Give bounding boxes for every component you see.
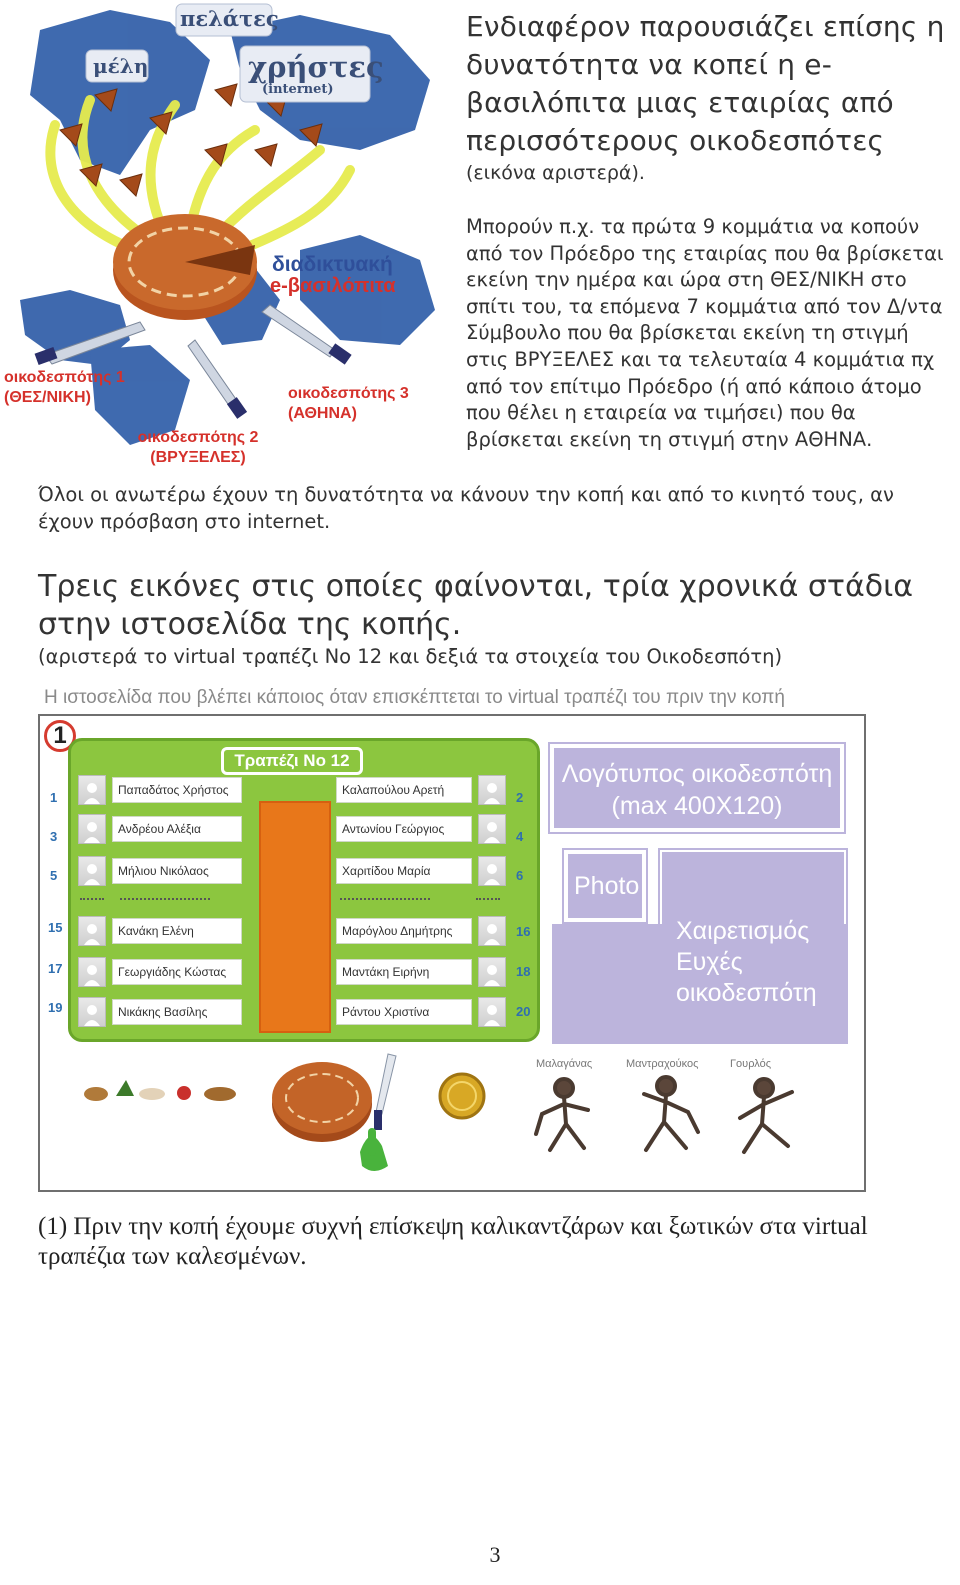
more-seats-dots bbox=[80, 898, 104, 908]
seat-number: 1 bbox=[50, 790, 58, 805]
seat-row[interactable] bbox=[78, 995, 242, 1029]
host-logo-box bbox=[552, 746, 842, 830]
goblin-name: Γουρλός bbox=[730, 1058, 771, 1070]
seat-row[interactable] bbox=[336, 854, 506, 888]
seat-number: 3 bbox=[50, 829, 58, 844]
more-seats-dots bbox=[120, 898, 210, 908]
intro-lead: Ενδιαφέρον παρουσιάζει επίσης η δυνατότητα να κοπεί η e-βασιλόπιτα μιας εταιρίας από περισσότερους οικοδεσπότες bbox=[466, 10, 945, 157]
example-paragraph: Μπορούν π.χ. τα πρώτα 9 κομμάτια να κοπούν από τον Πρόεδρο της εταιρίας που θα βρίσκεται εκείνη την ημέρα και ώρα στη ΘΕΣ/ΝΙΚΗ στο σπίτι του, τα επόμενα 7 κομμάτια από τον Δ/ντα Σύμβουλο που θα βρίσκεται εκείνη τη στιγμή στις ΒΡΥΞΕΛΕΣ και τα τελευταία 4 κομμάτια πχ από τον επίτιμο Πρόεδρο (ή από κάποιο άτομο που θέλει η εταιρεία να τιμήσει) που θα βρίσκεται εκείνη τη στιγμή στην ΑΘΗΝΑ. bbox=[466, 215, 944, 451]
host1-label bbox=[4, 368, 154, 408]
members-label: μέλη bbox=[93, 54, 149, 78]
seat-number: 6 bbox=[516, 868, 524, 883]
avatar-icon bbox=[78, 916, 106, 946]
host2-label bbox=[118, 428, 278, 468]
table-title: Τραπέζι Νο 12 bbox=[221, 747, 363, 775]
seat-number: 5 bbox=[50, 868, 58, 883]
e-vasilopita-map-figure bbox=[0, 0, 455, 475]
host3-label bbox=[288, 384, 448, 424]
host1-label-line2: (ΘΕΣ/ΝΙΚΗ) bbox=[4, 389, 91, 406]
more-seats-dots bbox=[340, 898, 430, 908]
seat-row[interactable] bbox=[336, 773, 506, 807]
guest-name: Μήλιου Νικόλαος bbox=[112, 858, 242, 884]
seat-number: 4 bbox=[516, 829, 524, 844]
host-photo-box bbox=[566, 852, 644, 920]
host2-label-line2: (ΒΡΥΞΕΛΕΣ) bbox=[150, 449, 246, 466]
users-sublabel: (internet) bbox=[262, 82, 334, 97]
guest-name: Κανάκη Ελένη bbox=[112, 918, 242, 944]
avatar-icon bbox=[78, 856, 106, 886]
seat-row[interactable] bbox=[78, 955, 242, 989]
guest-name: Παπαδάτος Χρήστος bbox=[112, 777, 242, 803]
guest-name: Ράντου Χριστίνα bbox=[336, 999, 472, 1025]
footnote: (1) Πριν την κοπή έχουμε συχνή επίσκεψη καλικαντζάρων και ξωτικών στα virtual τραπέζια των καλεσμένων. bbox=[38, 1213, 868, 1270]
screenshot-caption: Η ιστοσελίδα που βλέπει κάποιος όταν επισκέπτεται το virtual τραπέζι του πριν την κοπή bbox=[44, 687, 785, 708]
brand-line1: διαδικτυακή bbox=[272, 253, 393, 276]
virtual-table-screenshot bbox=[38, 714, 866, 1192]
avatar-icon bbox=[478, 814, 506, 844]
seat-row[interactable] bbox=[78, 773, 242, 807]
host-greeting-line2: Ευχές bbox=[676, 948, 743, 976]
gold-coin-icon bbox=[436, 1070, 488, 1122]
clients-label: πελάτες bbox=[180, 6, 279, 31]
host-photo-label: Photo bbox=[574, 872, 640, 900]
seat-row[interactable] bbox=[336, 995, 506, 1029]
goblin-name: Μαλαγάνας bbox=[536, 1058, 593, 1070]
users-label: χρήστες bbox=[248, 50, 384, 84]
guest-name: Μαρόγλου Δημήτρης bbox=[336, 918, 472, 944]
seat-number: 15 bbox=[48, 920, 63, 935]
section-subheading: (αριστερά το virtual τραπέζι Νο 12 και δεξιά τα στοιχεία του Οικοδεσπότη) bbox=[38, 645, 783, 668]
goblin-figures-illustration bbox=[526, 1072, 826, 1162]
sweets-icons bbox=[80, 1066, 260, 1116]
section-heading: Τρεις εικόνες στις οποίες φαίνονται, τρία χρονικά στάδια στην ιστοσελίδα της κοπής. bbox=[38, 569, 914, 642]
seat-number: 18 bbox=[516, 964, 531, 979]
guest-name: Καλαπούλου Αρετή bbox=[336, 777, 472, 803]
host3-label-line2: (ΑΘΗΝΑ) bbox=[288, 405, 357, 422]
avatar-icon bbox=[78, 775, 106, 805]
seat-row[interactable] bbox=[78, 914, 242, 948]
seat-row[interactable] bbox=[336, 955, 506, 989]
avatar-icon bbox=[478, 957, 506, 987]
page-number: 3 bbox=[489, 1542, 501, 1567]
avatar-icon bbox=[78, 957, 106, 987]
seat-row[interactable] bbox=[78, 812, 242, 846]
table-center-runner bbox=[259, 801, 331, 1033]
host-logo-line1: Λογότυπος οικοδεσπότη bbox=[561, 760, 833, 788]
intro-lead-note: (εικόνα αριστερά). bbox=[466, 162, 645, 184]
seat-number: 19 bbox=[48, 1000, 63, 1015]
brand-line2: e-βασιλόπιτα bbox=[270, 275, 396, 297]
host2-label-line1: οικοδεσπότης 2 bbox=[137, 429, 259, 446]
avatar-icon bbox=[78, 997, 106, 1027]
goblin-name: Μαντραχούκος bbox=[626, 1058, 699, 1070]
intro-block bbox=[466, 8, 956, 186]
seat-number: 16 bbox=[516, 924, 531, 939]
guest-name: Γεωργιάδης Κώστας bbox=[112, 959, 242, 985]
seat-number: 2 bbox=[516, 790, 524, 805]
avatar-icon bbox=[478, 856, 506, 886]
seat-number: 17 bbox=[48, 961, 63, 976]
seat-row[interactable] bbox=[336, 812, 506, 846]
mobile-note-paragraph: Όλοι οι ανωτέρω έχουν τη δυνατότητα να κάνουν την κοπή και από το κινητό τους, αν έχουν πρόσβαση στο internet. bbox=[38, 483, 894, 533]
host-greeting-line1: Χαιρετισμός bbox=[676, 917, 810, 945]
host3-label-line1: οικοδεσπότης 3 bbox=[288, 385, 409, 402]
host-greeting-box bbox=[662, 852, 844, 1040]
vasilopita-cake bbox=[113, 214, 257, 320]
avatar-icon bbox=[478, 916, 506, 946]
guest-name: Αντωνίου Γεώργιος bbox=[336, 816, 472, 842]
guest-name: Χαριτίδου Μαρία bbox=[336, 858, 472, 884]
avatar-icon bbox=[78, 814, 106, 844]
step-number-badge: 1 bbox=[44, 720, 76, 752]
host-logo-line2: (max 400X120) bbox=[611, 792, 783, 820]
seat-row[interactable] bbox=[336, 914, 506, 948]
cake-cutting-illustration bbox=[270, 1052, 420, 1182]
guest-name: Νικάκης Βασίλης bbox=[112, 999, 242, 1025]
host1-label-line1: οικοδεσπότης 1 bbox=[4, 369, 125, 386]
more-seats-dots bbox=[476, 898, 500, 908]
seat-row[interactable] bbox=[78, 854, 242, 888]
host-greeting-line3: οικοδεσπότη bbox=[676, 979, 817, 1007]
guest-name: Ανδρέου Αλέξια bbox=[112, 816, 242, 842]
avatar-icon bbox=[478, 997, 506, 1027]
avatar-icon bbox=[478, 775, 506, 805]
seat-number: 20 bbox=[516, 1004, 531, 1019]
guest-name: Μαντάκη Ειρήνη bbox=[336, 959, 472, 985]
